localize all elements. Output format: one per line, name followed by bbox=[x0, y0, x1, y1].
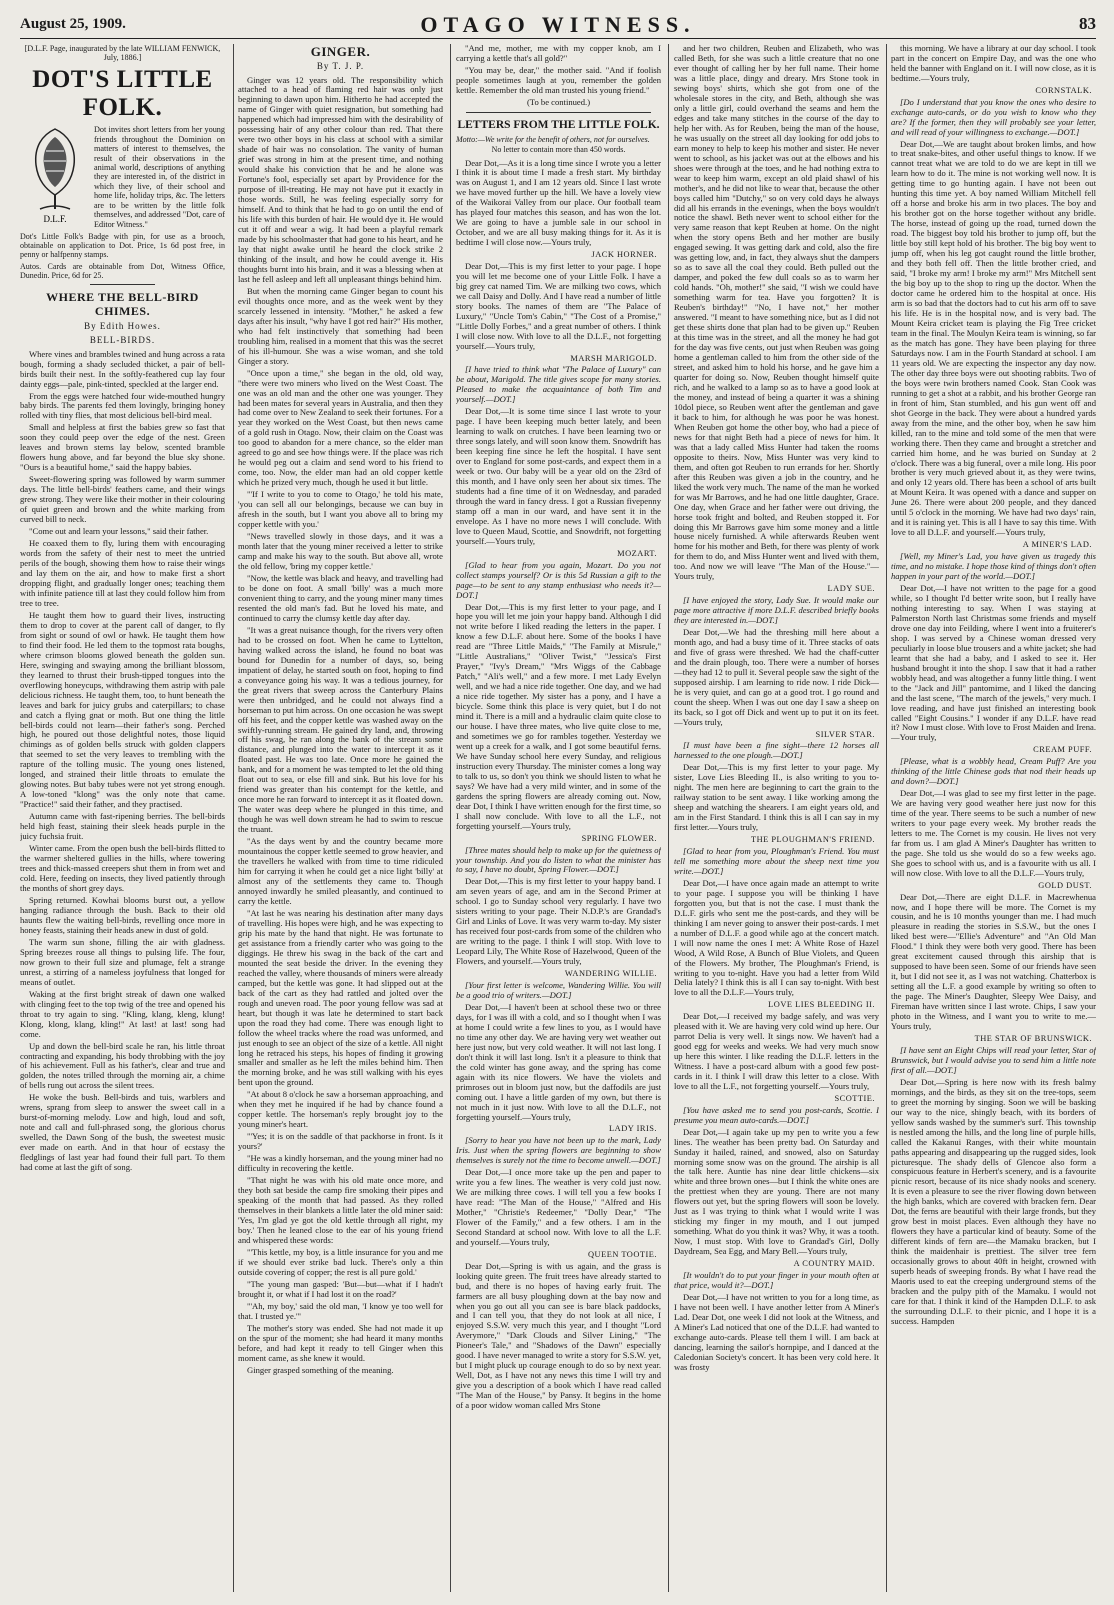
dlf-badge-icon bbox=[20, 125, 90, 225]
paragraph: He woke the bush. Bell-birds and tuis, warblers and wrens, sprang from sleep to answer the sweet call in a burst-of-morning melody. Low and high, loud and soft, note and call and full-phrased song, the glorious chorus swelled, the Dawn Song of the bush, the sweetest music ever made on earth. And in that hour of ecstasy the fledglings of last year had found their full part. To them had come at last the gift of song. bbox=[20, 1092, 225, 1173]
paragraph: From the eggs were hatched four wide-mouthed hungry baby birds. The parents fed them lovingly, bringing honey rolled with tiny flies, that most delicious bell-bird meal. bbox=[20, 390, 225, 421]
badge-block bbox=[20, 125, 225, 229]
issue-date: August 25, 1909. bbox=[20, 16, 126, 32]
letters-body bbox=[456, 159, 661, 1412]
letter-text: and her two children, Reuben and Elizabeth, who was called Beth, for she was such a little creature that no one ever thought of calling her by her full name. Their home was a little place, dingy and dreary. Mrs Stone took in sewing boys' shirts, which she got from one of the wholesale stores in the city, and Beth, although she was only a little girl, could overhand the seams and hem the edges and take many stitches in the course of the day to help her with. As for Reuben, being the man of the house, he was usually on the street all day looking for odd jobs to earn money to help to keep his mother and sister. He never went to school, as his jacket was out at the elbows and his shoes were through at the toes, and he had nothing extra to wear to keep him warm, except an old plaid shawl of his mother's, and he did not like to wear that, because the other boys called him "Dutchy," so on very cold days he always did all his errands in the evenings, when the boys wouldn't notice the shawl. Beth never went to school either for the very same reason that kept Reuben at home. On the night when the story opens Beth and her mother are busily engaged sewing. It was getting dark and cold, also the fire was getting low, and, in fact, they always shut the dampers so as to save all the coal they could. Beth pulled out the damper, and poked the few dull coals so as to warm her cold hands. "Oh, mother!" she said, "I wish we could have something warm for tea. Have you forgotten? It is Reuben's birthday!" "No, I have not," her mother answered. "I meant to have something nice, but as I did not get these shirts done that plan had to be given up." Reuben at this time was in the street, and all the money he had got for the day was five cents, out just when Reuben was going home a gentleman called to him from the other side of the street, and asked him to hold his horse, and he gave him a quarter for doing so. Now, Reuben thought himself quite rich, and he walked to a lamp so as to have a good look at the money, and instead of being a quarter it was a shining 10dol piece, so Reuben went after the gentleman and gave it back to him, for although he was poor he was honest. When Reuben got home the other boy, who had a piece of news for that night Beth had a piece of news for him. It was that a lady called Miss Hunter had taken the rooms opposite to theirs. Now, Miss Hunter was very kind to them, and often got Reuben to run errands for her. Shortly after this Reuben was given a job in the country, and he liked the work very much. The name of the man he worked for was Mr Barrows, and he had one little daughter, Grace. One day, when Grace and her father were out driving, the horse took fright and bolted, and Reuben stopped it. For doing this Mr Barrows gave him some money and a little house nicely furnished. A while afterwards Reuben went home for his mother and Beth, for there was plenty of work for them to do, and Miss Hunter went and lived with them, too. And now we will leave "The Man of the House."—Yours truly, bbox=[674, 44, 879, 582]
column-3 bbox=[456, 44, 661, 1592]
letter-signature: SCOTTIE. bbox=[834, 1093, 875, 1103]
letter-text: Dear Dot,—It is some time since I last wrote to your page. I have been keeping much better lately, and been learning to walk on crutches. I have been learning two or three songs lately, and will soon know them. Snowdrift has been keeping fine since he left the hospital. I have sent over to England for some post-cards, and expect them in a week or two. Our baby will be a year old on the 23rd of this month, and I have only seen her about six times. The students had a fine time of it on Wednesday, and paraded through the ward in fancy dress. I got a Russian fivepenny stamp off a man in our ward, and have sent it in the envelope. As I have no more news I will conclude. With love to Queen Maud, Scottie, and Snowdrift, not forgetting yourself.—Yours truly, bbox=[456, 406, 661, 546]
letter-text: Dear Dot,—This is my first letter to your page, and I hope you will let me join your happy band. Although I did not write before I liked reading the letters in the paper. I know a few D.L.F. about here. Some of the books I have read are "Three Little Maids," "The Family at Misrule," "Little Australians," "Oliver Twist," "Jessica's First Prayer," "Ivy's Dream," "Mrs Wiggs of the Cabbage Patch," "Ali's well," and a few more. I met Lady Evelyn well, and we had a nice ride together. One day, and we had a nice ride together. My sister has a pony, and I have a bicycle. Some think this place is very quiet, but I do not mind it. There is a mill and a hydraulic claim quite close to our house. I have three mates, who live quite close to me, and sometimes we go for rambles together. Yesterday we went up a creek for a walk, and I got some beautiful ferns. We have Sunday school here every Sunday, and religious instruction every Thursday. The minister comes a long way to talk to us, so don't you think we should listen to what he says? We have had a very mild winter, and in some of the gardens the spring flowers are already coming out. Now, dear Dot, I think I have written enough for the first time, so I shall now conclude. With love to all the L.F., not forgetting yourself.—Yours truly, bbox=[456, 601, 661, 831]
masthead bbox=[20, 10, 1096, 39]
paragraph: The warm sun shone, filling the air with gladness. Spring breezes rouse all things to pulsing life. The four, now grown to their full size and plumage, felt a strange unrest, a stirring of a nameless joyfulness that longed for means of outlet. bbox=[20, 936, 225, 987]
paragraph: "'Ah, my boy,' said the old man, 'I know ye too well for that. I trusted ye.'" bbox=[238, 1300, 443, 1321]
letter-signature: A COUNTRY MAID. bbox=[793, 1259, 875, 1269]
letter-text: Dear Dot,—I again take up my pen to write you a few lines. The weather has been pretty bad. On Saturday and Sunday it hailed, rained, and snowed, also on Saturday morning some snow was on the ground. The airship is all the talk here. Auntie has nine dear little chickens—six white and three brown ones—but I think the white ones are the prettiest when they are young. There are not many flowers out yet, but the spring flowers will soon be lovely. Just as I was trying to think what I would write I was sticking my finger in my mouth, and I out jumped something. What do you think it was? Why, it was a tooth. Now, I must stop. With love to Grandad's Girl, Dolly Daydream, Sea Egg, and Mary Bell.—Yours truly, bbox=[674, 1126, 879, 1257]
letter-signature: SILVER STAR. bbox=[815, 729, 875, 739]
paragraph: Small and helpless at first the babies grew so fast that soon they could peep over the edge of the nest. Green leaves and brown stems lay below, scented bramble flowers hung above, and far beyond the blue sky shone. "Ours is a beautiful home," said the happy babies. bbox=[20, 422, 225, 473]
paragraph: "'Yes; it is on the saddle of that packhorse in front. Is it yours?' bbox=[238, 1131, 443, 1152]
letter-signature: THE STAR OF BRUNSWICK. bbox=[974, 1034, 1092, 1044]
paragraph: Winter came. From the open bush the bell-birds flitted to the warmer sheltered gullies in the hills, where towering trees and thick-massed creepers shut them in from wet and cold. Here, feeding on insects, they lived patiently through the months of short grey days. bbox=[20, 843, 225, 894]
editor-reply: [Three mates should help to make up for the quietness of your township. And you do listen to what the minister has to say, I have no doubt, Spring Flower.—DOT.] bbox=[456, 844, 661, 875]
paragraph: "At about 8 o'clock he saw a horseman approaching, and when they met he inquired if he had by chance found a copper kettle. The horseman's reply brought joy to the young miner's heart. bbox=[238, 1089, 443, 1130]
letter-text: Dear Dot,—There are eight D.L.F. in Macrewhenua now, and I hope there will be more. The Cornet is my cousin, and he is 10 months younger than me. I had much pleasure in reading the stories in S.S.W., but the ones I liked best were—"Ellie's Adventure" and "An Old Man Flood." I think they were both very good. There has been great excitement caused through this airship that is supposed to have been seen. Some of our friends have seen it, but I did not see it, as I was not watching. Chatterbox is setting all the L.F. a good example by writing so often to the page. The Miner's Daughter, Sleepy Wee Daisy, and Fireman have written since I last wrote. Chips, I saw your photo in the Witness, and I want you to write to me.—Yours truly, bbox=[891, 891, 1096, 1032]
divider bbox=[466, 112, 651, 113]
letter-signature: CREAM PUFF. bbox=[1033, 745, 1092, 755]
letter-text: Dear Dot,—We are taught about broken limbs, and how to treat snake-bites, and other useful things to know. If we cannot treat what we are told to do we are kept in till we learn how to do it. The mine is not working well now. It is getting time to go hunting again. I have not been out hunting this time yet. A boy named William Mitchell fell off a horse and broke his arm in two places. The boy and his brother got on the horse together without any bridle. The horse, instead of going up the road, turned down the road. The biggest boy told his brother to jump off, but the little boy still kept hold of his brother. The big boy went to jump off, when his leg got caught round the little brother, and they both fell off. Then the little brother cried, and said, "I broke my arm! I broke my arm!" Mrs Mitchell sent the big boy up to the shop to ring up the doctor. When the doctor came he ordered him to the hospital at once. His arm is so bad that the doctors had to cut his arm off to save his life. He is in the hospital now, and is very bad. The Mount Keira cricket team is playing the Fig Tree cricket team in the final. The Moulyn Keira team is winning, so far as the match has gone. They have been playing for three Saturdays now. I am in the Fourth Standard at school. I am 11 years old. We are expecting the inspector any day now. The other day three boys were out shooting rabbits. Two of the boys were twin brothers named Cook. Stan Cook was running to get a shot at a rabbit, and his brother George ran in front of him, Stan stumbled, and his gun went off and shot George in the back. They were about a hundred yards away from the mine, and the other boy, when he saw him killed, ran to the mine and told some of the men that were working there. Then they came and brought a stretcher and carried him home, and he was buried on Sunday at 2 o'clock. There was a big funeral, over a mile long. His poor brother is very much grieved about it, as they were twins, and only 12 years old. There has been a school of arts built at Mount Keira. It was opened with a dance and supper on June 26. There were about 200 people, and they danced until 5 o'clock in the morning. We have had two days' rain, and it is raining yet. This is all I have to say this time. With love to all D.L.F. and yourself.—Yours truly, bbox=[891, 138, 1096, 538]
story-continuation bbox=[456, 44, 661, 96]
letter-signature: QUEEN TOOTIE. bbox=[588, 1249, 657, 1259]
column-1 bbox=[20, 44, 225, 1592]
paragraph: "As the days went by and the country became more mountainous the copper kettle seemed to grow heavier, and the travellers he walked with from time to time ridiculed him for carrying it when he could get a nice light 'billy' at almost any of the settlements they came to. Though annoyed inwardly he smiled pleasantly, and continued to carry the kettle. bbox=[238, 836, 443, 906]
editor-reply: [Glad to hear from you again, Mozart. Do you not collect stamps yourself? Or is this 5d Russian a gift to the page—to be sent to any stamp enthusiast who needs it?—DOT.] bbox=[456, 559, 661, 600]
paragraph: "Now, the kettle was black and heavy, and travelling had to be done on foot. A small 'billy' was a much more convenient thing to carry, and the young miner many times resented the old man's fad. But he loved his mate, and continued to carry the clumsy kettle day after day. bbox=[238, 572, 443, 623]
paragraph: Ginger grasped something of the meaning. bbox=[247, 1364, 394, 1375]
story-author: By Edith Howes. bbox=[84, 320, 161, 331]
editor-reply: [Sorry to hear you have not been up to the mark, Lady Iris. Just when the spring flowers are beginning to show themselves is surely not the time to become unwell.—DOT.] bbox=[456, 1135, 661, 1166]
paragraph: Up and down the bell-bird scale he ran, his little throat contracting and expanding, his body throbbing with the joy of his achievement. Full as his father's, clear and true and golden, the notes trilled through the morning air, a chime of bells rung out across the silent trees. bbox=[20, 1040, 225, 1091]
column-rule bbox=[668, 44, 669, 1592]
letter-signature: JACK HORNER. bbox=[591, 250, 657, 260]
story-section: BELL-BIRDS. bbox=[89, 335, 156, 346]
column-rule bbox=[233, 44, 234, 1592]
paragraph: Ginger was 12 years old. The responsibility which attached to a head of flaming red hair was only just beginning to dawn upon him. Hitherto he had accepted the name of Ginger with quiet resignation, but something had happened which had impressed him with the desirability of possessing hair of any other colour than red. That there were two other boys in his class at school with a similar shade of hair was no consolation. The vanity of human grief was strong in him at the present time, and nothing would shake his conviction that he and he alone was Fortune's fool, especially set apart by Providence for the purpose of ill-treating. He may not have put it exactly in those words. Still, he was feeling especially sorry for himself. And to think that he had to go on until the end of his life with this burden of hair. He would dye it. He would cut it off and wear a wig. It had been a playful remark made by his schoolmaster that had gone to his heart, and he lay that night awake until he heard the clock strike 2 thinking of the insult, and how he could avenge it. His thoughts burnt into his brain, and it was a blessing when at last he fell asleep and left all unpleasant things behind him. bbox=[238, 74, 443, 284]
editor-reply: [I must have been a fine sight—there 12 horses all harnessed to the one plough.—DOT.] bbox=[674, 740, 879, 761]
letter-text: Dear Dot,—This is my first letter to your page. My sister, Love Lies Bleeding II., is also writing to you to-night. The men here are beginning to cart the grain to the railway station to be sent away. I like working among the sheep and watching the shearers. I am eight years old, and am in the First Standard. I think this is all I can say in my first letter.—Yours truly, bbox=[674, 762, 879, 833]
letter-signature: SPRING FLOWER. bbox=[581, 833, 657, 843]
paragraph: "The young man gasped: 'But—but—what if I hadn't brought it, or what if I had lost it on the road?' bbox=[238, 1278, 443, 1299]
columns bbox=[20, 44, 1096, 1592]
story-author: By T. J. P. bbox=[316, 61, 365, 72]
letter-text: Dear Dot,—This is my first letter to your page. I hope you will let me become one of your Little Folk. I have a big grey cat named Tim. We are milking two cows, which we call Daisy and Dolly. And I have read a number of little story books. The names of them are "The Palace of Luxury," "Uncle Tom's Cabin," "The Cost of a Promise," "Little Dolly Forbes," and a great number of others. I think I will close now. With love to all the D.L.F., not forgetting yourself.—Yours truly, bbox=[456, 260, 661, 351]
letter-text: Dear Dot,—This is my first letter to your happy band. I am seven years of age, and am in the Second Primer at school. I go to Sunday school very regularly. I have two sisters writing to your page. Their N.D.P.'s are Grandad's Girl and Links of Love. It was very warm to-day. My sister has received four post-cards from some of the children who are writing to the page. I think I will stop. With love to Leopard Lily, The White Rose of Hazelwood, Queen of the Flowers, and yourself.—Yours truly, bbox=[456, 876, 661, 967]
editor-reply: [Glad to hear from you, Ploughman's Friend. You must tell me something more about the sheep next time you write.—DOT.] bbox=[674, 845, 879, 876]
editor-reply: [Your first letter is welcome, Wandering Willie. You will be a good trio of writers.—DOT.] bbox=[456, 979, 661, 1000]
page-number: 83 bbox=[1079, 14, 1096, 33]
section-title: DOT'S LITTLE FOLK. bbox=[32, 66, 213, 121]
paragraph: He taught them how to guard their lives, instructing them to drop to cover at the parent call of danger, to fly from sight or sound of owl or hawk. He taught them how to find their food. He led them to the topmost rata boughs, where crimson blooms glowed beneath the golden sun. Here, swinging and swaying among the brilliant blossom, they learned to thrust their brush-tipped tongues into the overflowing honeycups, withdrawing them astrip with pale delicious richness. He taught them, too, to hunt beneath the leaves and bark for juicy grubs and caterpillars; to chase and catch a flying gnat or moth. But one thing the little bell-birds could not learn—their father's song. Perched high, he poured out those delightful notes, those liquid chimings as of golden bells struck with golden clappers that seemed to set the very leaves to trembling with the rapture of the tolling music. The young ones listened, longed, and strained their little throats to emulate the glowing notes. But baby tubes were not yet strong enough. A low-toned "klong" was the only note that came. "Practice!" said their father, and they practised. bbox=[20, 609, 225, 810]
badge-note: Dot's Little Folk's Badge with pin, for use as a brooch, obtainable on application to Dot. Price, 1s 6d post free, in penny or halfpenny stamps. bbox=[20, 232, 225, 260]
editor-reply: [It wouldn't do to put your finger in your mouth often at that price, would it?—DOT.] bbox=[674, 1269, 879, 1290]
paragraph: "News travelled slowly in those days, and it was a month later that the young miner received a letter to strike camp and make his way to the south. But above all, wrote the old fellow, 'bring my copper kettle.' bbox=[238, 531, 443, 572]
paragraph: "'If I write to you to come to Otago,' he told his mate, 'you can sell all our belongings, because we can buy in afresh in the south, but I want you above all to bring my copper kettle with you.' bbox=[238, 489, 443, 530]
letter-text: Dear Dot,—As it is a long time since I wrote you a letter I think it is about time I made a fresh start. My birthday was on August 1, and I am 12 years old. Since I last wrote we have moved further up the hill. We have a lovely view of the Waikorai Valley from our place. Our football team has played four matches this season, and has won the lot. We are going to have a jumble sale in our school in October, and we are all busy making things for it. As it is bedtime I will close now.—Yours truly, bbox=[456, 157, 661, 248]
newspaper-title: OTAGO WITNESS. bbox=[420, 12, 696, 37]
letter-text: Dear Dot,—I was glad to see my first letter in the page. We are having very good weather here just now for this time of the year. There seems to be such a number of new writers to your page every week. My brother reads the letters to me. The Cornet is my cousin. He lives not very far from us. I am glad A Miner's Daughter has written to the page. She told us she would do so a few weeks ago. She goes to school with us, and is a favourite with us all. I will now close. With love to all the D.L.F.—Yours truly, bbox=[891, 788, 1096, 878]
letter-signature: LADY SUE. bbox=[827, 584, 875, 594]
letter-text: Dear Dot,—I received my badge safely, and was very pleased with it. We are having very cold wind up here. Our parrot Delia is very well. It sings now. We haven't had a good egg for weeks and weeks. We had very much snow up here this winter. I like reading the D.L.F. letters in the Witness. I have a post-card album with a good few post-cards in it. I think I will draw this letter to a close. With love to all the L.F., not forgetting yourself.—Yours truly, bbox=[674, 1011, 879, 1091]
letter-text: this morning. We have a library at our day school. I took part in the concert on Empire Day, and was the one who held the banner with England on it. I will now close, as it is bedtime.—Yours truly, bbox=[891, 44, 1096, 83]
letter-signature: GOLD DUST. bbox=[1038, 880, 1092, 890]
paragraph: Spring returned. Kowhai blooms burst out, a yellow hanging radiance through the bush. Back to their old haunts flew the waiting bell-birds, revelling once more in honey feasts, staining their heads anew in dust of gold. bbox=[20, 894, 225, 935]
editor-reply: [You have asked me to send you post-cards, Scottie. I presume you mean auto-cards.—DOT.] bbox=[674, 1104, 879, 1125]
letter-signature: THE PLOUGHMAN'S FRIEND. bbox=[751, 835, 875, 845]
letters-body bbox=[674, 44, 879, 1373]
letter-text: Dear Dot,—I have once again made an attempt to write to your page. I suppose you will be thinking I have forgotten you, but that is not the case. I must thank the D.L.F. girls who sent me the post-cards, and they will be thinking I am never going to answer their post-cards. I met a number of D.L.F. a good while ago at the concert match. I will now name the ones I met: A White Rose of Hazel Wood, A Wild Rose, A Bunch of Blue Violets, and Queen of the Flowers. My brother, The Ploughman's Friend, is writing to you to-night. Have you had a letter from Wild Delia lately? I think this is all I can say to-night. With best love to all the D.L.F.—Yours truly, bbox=[674, 877, 879, 998]
letter-signature: LADY IRIS. bbox=[609, 1124, 657, 1134]
letter-signature: LOVE LIES BLEEDING II. bbox=[768, 1000, 875, 1010]
editor-reply: [I have sent an Eight Chips will read your letter, Star of Brunswick, but I would advise you to send him a little note first of all.—DOT.] bbox=[891, 1044, 1096, 1075]
page-intro: [D.L.F. Page, inaugurated by the late WILLIAM FENWICK, July, 1886.] bbox=[24, 44, 221, 63]
story-body bbox=[238, 76, 443, 1376]
paragraph: "He was a kindly horseman, and the young miner had no difficulty in recovering the kettle. bbox=[238, 1153, 443, 1174]
paragraph: "Come out and learn your lessons," said their father. bbox=[29, 526, 209, 537]
paragraph: Where vines and brambles twined and hung across a rata bough, forming a shady secluded thicket, a pair of bell-birds built their nest. In the softly-feathered cup lay four dainty eggs—pale, pink-tinted, speckled at the larger end. bbox=[20, 348, 225, 389]
story-title: WHERE THE BELL-BIRD CHIMES. bbox=[46, 289, 199, 318]
letter-text: Dear Dot,—Spring is with us again, and the grass is looking quite green. The fruit trees have already started to bud, and there is no hopes of having early fruit. The farmers are all busy ploughing down at the bay now and when you go out all you can see is bare black paddocks, and I can tell you, that they do not look at all nice, I enjoyed S.S.W. very much this year, and I thought "Lord Averymore," "Dark Clouds and Silver Lining," "The Pioneer's Tale," and "Shadows of the Dawn" especially good. I have never managed to write a story for S.S.W. yet, but I might pluck up courage enough to do so by next year. Well, Dot, as I have not any news this time I will try and give you a description of a book which I have read called "The Man of the House," by Pansy. It begins in the home of a poor widow woman called Mrs Stone bbox=[456, 1260, 661, 1411]
editor-reply: [I have enjoyed the story, Lady Sue. It would make our page more attractive if more D.L.F. described briefly books they are interested in.—DOT.] bbox=[674, 595, 879, 625]
paragraph: Autumn came with fast-ripening berries. The bell-birds held high feast, staining their sleek heads purple in the juicy fuchsia fruit. bbox=[20, 811, 225, 842]
paragraph: The mother's story was ended. She had not made it up on the spur of the moment; she had heard it many months before, and had kept it ready to tell Ginger when this moment came, as she knew it would. bbox=[238, 1322, 443, 1363]
letter-text: Dear Dot,—Spring is here now with its fresh balmy mornings, and the birds, as they sit on the tree-tops, seem to greet the morning by singing. Soon we will be basking our way to the nice, shingly beach, with its borders of yellow sands washed by the summer's surf. This township is nestled among the hills, and the long line of purple hills, called the Kakanui Ranges, with their white mountain paths appearing and disappearing up the rugged sides, look picturesque. The shady dells of Glencoe also form a conspicuous feature in Herbert's scenery, and is a favourite picnic resort, because of its nice shady nooks and scenery. It is even a pleasure to see the river flowing down between the high banks, which are covered with bracken fern. Dear Dot, the ferns are beautiful with their large fronds, but they grow best in moist places. Even although they have no flowers they have a particular kind of beauty. Some of the different kinds of fern are—the Mamaku bracken, but I think the maidenhair is prettiest. The silver tree fern occasionally grows to about 40ft in height, crowned with superb heads of sweeping fronds. By what I have read the Maoris used to eat the creeping underground stems of the bracken and the pulpy pith of the Mamaku. I would not care for that. I think it kind of the Hampden D.L.F. to ask the surrounding D.L.F. to their picnic, and I hope it is a success. Hampden bbox=[891, 1076, 1096, 1326]
column-2 bbox=[238, 44, 443, 1592]
story-title: GINGER. bbox=[310, 44, 371, 59]
divider bbox=[90, 284, 155, 285]
column-5 bbox=[891, 44, 1096, 1592]
letter-signature: MOZART. bbox=[617, 548, 657, 558]
editor-reply: [Well, my Miner's Lad, you have given us tragedy this time, and no mistake. I hope those kind of things don't often happen in your part of the world.—DOT.] bbox=[891, 551, 1096, 581]
letter-text: Dear Dot,—I once more take up the pen and paper to write you a few lines. The weather is very cold just now. We are milking three cows. I will tell you a few books I have read: "The Man of the House," "Alfred and His Mother," "Christie's Redeemer," "Dolly Dear," "The Flower of the Family," and a few others. I am in the Second Standard at school now. With love to all the L.F. and yourself.—Yours truly, bbox=[456, 1167, 661, 1247]
badge-description: Dot invites short letters from her young friends throughout the Dominion on matters of interest to themselves, the result of their observations in the animal world, descriptions of anything they are interested in, of the district in which they live, of their school and home life, holiday trips, &c. The letters are to be written by the little folk themselves, and addressed "Dot, care of Editor Witness." bbox=[94, 125, 225, 229]
letter-text: Dear Dot,—I have not written to you for a long time, as I have not been well. I have another letter from A Miner's Lad. Dear Dot, one week I did not look at the Witness, and A Miner's Lad noticed that one of the D.L.F. had wanted to exchange auto-cards. Please tell them I will. I am back at dancing, learning the sailor's hornpipe, and I danced at the Caledonian Society's concert. It has been very cold here. It was frosty bbox=[674, 1291, 879, 1372]
column-rule bbox=[886, 44, 887, 1592]
letter-signature: CORNSTALK. bbox=[1035, 85, 1092, 95]
editor-reply: [I have tried to think what "The Palace of Luxury" can be about, Marigold. The title gives scope for many stories. Pleased to make the acquaintance of both Tim and yourself.—DOT.] bbox=[456, 364, 661, 405]
column-rule bbox=[450, 44, 451, 1592]
letters-notice: No letter to contain more than 450 words. bbox=[491, 145, 626, 155]
paragraph: Sweet-flowering spring was followed by warm summer days. The little bell-birds' feathers came, and their wings grew strong. They were like their mother in their colouring of quiet green and brown and the white marking from curved bill to neck. bbox=[20, 474, 225, 525]
letter-signature: WANDERING WILLIE. bbox=[564, 969, 657, 979]
letter-signature: MARSH MARIGOLD. bbox=[570, 353, 657, 363]
letters-motto: Motto:—We write for the benefit of others, not for ourselves. bbox=[456, 135, 650, 145]
paragraph: "'This kettle, my boy, is a little insurance for you and me if we should ever strike bad luck. There's only a thin outside covering of copper; the rest is all pure gold.' bbox=[238, 1246, 443, 1277]
paragraph: "At last he was nearing his destination after many days of travelling. His hopes were high, and he was expecting to grip his mate by the hand that night. He was fortunate to get assistance from a friendly carter who was going to the diggings. He threw his swag in the back of the cart and mounted the seat beside the driver. In the evening they reached the valley, where thousands of miners were already camped, but the kettle was gone. It had slipped out at the back of the cart as they had rattled and jolted over the rough and uneven road. The poor young fellow was sad at heart, but though it was late he determined to start back upon the road they had come. There was enough light to follow the wheel tracks where the road was unformed, and just enough to see an object of the size of a kettle. All night long he retraced his steps, his hopes of finding it growing smaller and smaller as he left the miles behind him. Then the morning broke, and he was still walking with his eyes bent upon the ground. bbox=[238, 907, 443, 1088]
paragraph: "You may be, dear," the mother said. "And if foolish people sometimes laugh at you, remember the golden kettle. Remember the old man trusted his young friend." bbox=[456, 64, 661, 95]
paragraph: He coaxed them to fly, luring them with encouraging words from the safety of their nest to meet the untried perils of the bough, showing them how to raise their wings and lay them on the air, and how to make first a short dropping flight, and gradually longer ones; teaching them with infinite patience till at last they could follow him from tree to tree. bbox=[20, 538, 225, 608]
to-be-continued: (To be continued.) bbox=[526, 96, 591, 107]
letter-signature: A MINER'S LAD. bbox=[1022, 540, 1092, 550]
paragraph: "And me, mother, me with my copper knob, am I carrying a kettle that's all gold?" bbox=[456, 44, 661, 63]
letter-text: Dear Dot,—We had the threshing mill here about a month ago, and had a busy time of it. Three stacks of oats and five of grass were threshed. We had the chaff-cutter and the drain plough, too. There were a number of horses—they had 12 to pull it. Several people saw the sight of the supposed airship. I am learning to ride now. I ride Dick—he is very quiet, and can go at a good trot. I go round and count the sheep. When I was out one day I saw a sheep on its back, so I got off Dick and went up to put it on its feet.—Yours truly, bbox=[674, 626, 879, 727]
paragraph: "Once upon a time," she began in the old, old way, "there were two miners who lived on the West Coast. The one was an old man and the other one was younger. They had been mates for several years in Australia, and then they had come over to New Zealand to seek their fortunes. For a year they worked on the West Coast, but then news came of a gold rush in Otago. Now, their claim on the Coast was too good to abandon for a mere chance, so the elder man agreed to go and see how things were. If the place was rich he would peg out a claim and send word to his friend to come, too. Now, the elder man had an old copper kettle which he prized very much, though he used it but little. bbox=[238, 367, 443, 488]
letter-text: Dear Dot,—I haven't been at school these two or three days, for I was ill with a cold, and so I thought when I was at home I could write a few lines to you, as I would have no time any other day. We are having very wet weather out here just now, but very cold weather. It will not last long. I don't think it will last long. Isn't it a pleasure to think that the cold winter has gone away, and the spring has come again with its nice flowers. We have the violets and primroses out in bloom just now, but the daffodils are just coming out. I have a little garden of my own, but there is not much in it just now. With love to all the D.L.F., not forgetting yourself.—Yours truly, bbox=[456, 1001, 661, 1122]
story-body bbox=[20, 350, 225, 1174]
letters-body bbox=[891, 44, 1096, 1327]
paragraph: But when the morning came Ginger began to count his evil thoughts once more, and as the week went by they scarcely lessened in intensity. "Mother," he asked a few days after his insult, "why have I got red hair?" His mother, who had felt instinctively that something had been troubling him, realised in a moment that this was the secret of his ill-humour. She was a wise woman, and she told Ginger a story. bbox=[238, 285, 443, 366]
letters-title: LETTERS FROM THE LITTLE FOLK. bbox=[457, 118, 660, 131]
letter-text: Dear Dot,—I have not written to the page for a good while, so I thought I'd better write soon, but I really have nothing interesting to say. When I was staying at Palmerston North last Christmas some friends and myself drove one day into Feilding, where I went into a fruiterer's shop. I was served by a Chinese woman dressed very peculiarly in loose blue trousers and a white jacket; she had learnt that she had a baby, and I asked to see it. Her husband brought it into the shop. I saw that it had a rather wobbly head, and was altogether a funny little thing. I went to the "Jack and Jill" pantomime, and I liked the dancing and the last scene, "The march of the jewels," very much. I love reading, and have just finished an interesting book called "Eight Cousins." I wonder if any D.L.F. have read it? Now I must close. With love to Frost Maiden and Irena.—Your truly, bbox=[891, 582, 1096, 743]
badge-lettering: D.L.F. bbox=[43, 214, 67, 225]
editor-reply: [Please, what is a wobbly head, Cream Puff? Are you thinking of the little Chinese gods that nod their heads up and down?—DOT.] bbox=[891, 756, 1096, 787]
column-4 bbox=[674, 44, 879, 1592]
paragraph: Waking at the first bright streak of dawn one walked with clinging feet to the top twig of the tree and opened his throat to try again to sing. "Kling, klang, kleng, klung! Klong, klong, klang, kling!" At last! at last! song had come. bbox=[20, 988, 225, 1039]
paragraph: "It was a great nuisance though, for the rivers very often had to be crossed on foot. When he came to Lyttelton, having walked across the island, he found no boat was bound for Dunedin for a number of days, so, being impatient of delay, he started south on foot, hoping to find a conveyance going his way. It was a tedious journey, for the great rivers that sweep across the Canterbury Plains were then unbridged, and he could not always find a horseman to put him across. On one occasion he was swept off his feet, and the copper kettle was washed away on the swiftly-running stream. He gained dry land, and, throwing off his swag, he ran along the bank of the stream some distance, and plunged into the water to intercept it as it floated past. He was too late. Once more he gained the bank, and for a moment he was tempted to let the old thing float out to sea, or else fill and sink. But his love for his friend was greater than his contempt for the kettle, and once more he ran forward to intercept it as it floated down. The water was deep where he plunged in this time, and though he was well down stream he had to swim to rescue the truant. bbox=[238, 624, 443, 835]
paragraph: "That night he was with his old mate once more, and they both sat beside the camp fire smoking their pipes and speaking of the month that had passed. As they rolled themselves in their blankets a little later the old miner said: 'Yes, I'm glad ye got the old kettle through all right, my boy.' Then he leaned close to the ear of his young friend and whispered these words: bbox=[238, 1175, 443, 1245]
autos-note: Autos. Cards are obtainable from Dot, Witness Office, Dunedin. Price, 6d for 25. bbox=[20, 261, 225, 280]
editor-reply: [Do I understand that you know the ones who desire to exchange auto-cards, or do you wish to know who they are? If the former, then they will probably see your letter, and will read of your willingness to exchange.—DOT.] bbox=[891, 96, 1096, 137]
